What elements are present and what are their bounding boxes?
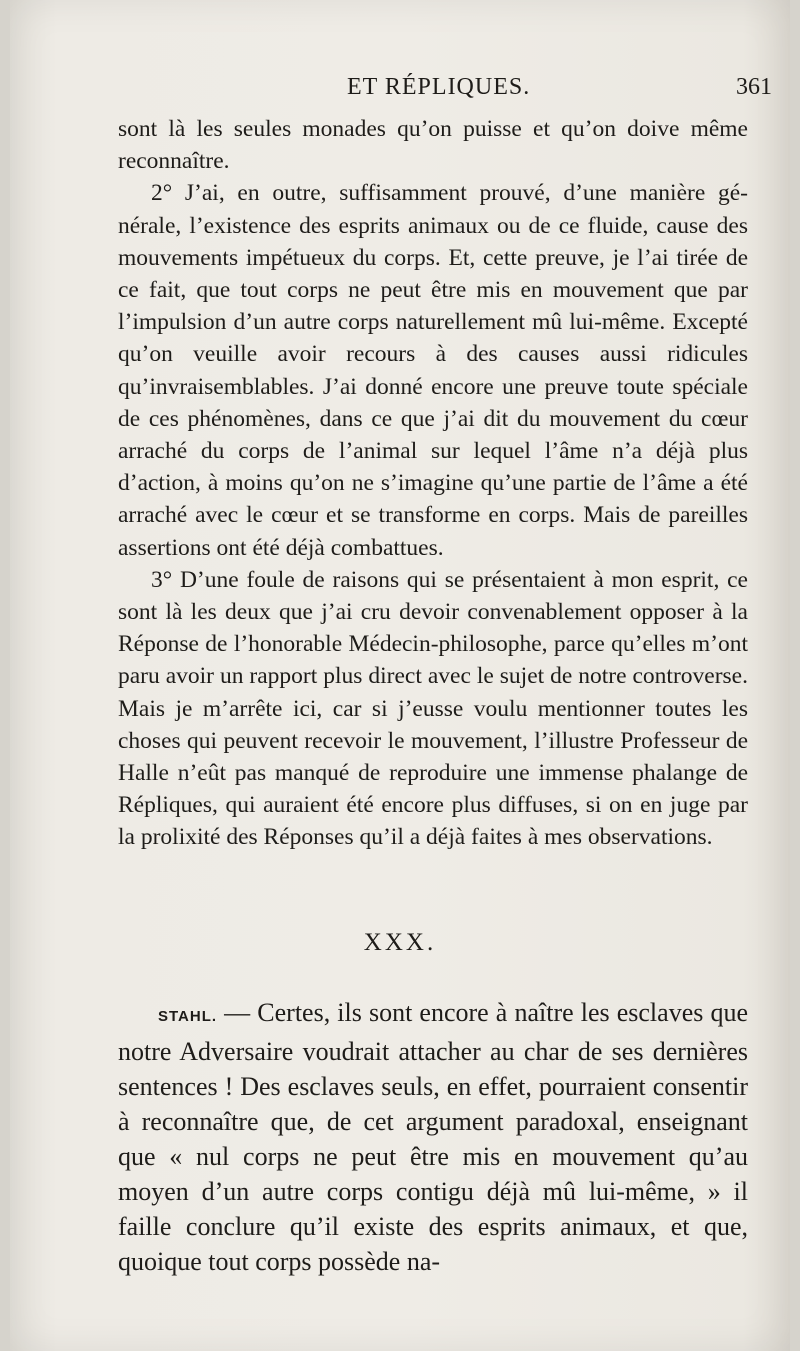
- page-number: 361: [736, 74, 772, 100]
- running-head: [10, 74, 790, 104]
- speaker-name: STAHL.: [158, 1008, 218, 1025]
- paragraph-point-2: 2° J’ai, en outre, suffisamment prouvé, d’une manière générale, l’existence des esprits animaux ou de ce fluide, cause des mouvements impétueux du corps. Et, cette preuve, je l’ai tirée de ce fait, que tout corps ne peut être mis en mouvement que par l’impulsion d’un autre corps naturellement mû lui-même. Excepté qu’on veuille avoir recours à des causes aussi ridicules qu’invraisemblables. J’ai donné encore une preuve toute spéciale de ces phénomènes, dans ce que j’ai dit du mouvement du cœur arraché du corps de l’animal sur lequel l’âme n’a déjà plus d’action, à moins qu’on ne s’imagine qu’une partie de l’âme a été arraché avec le cœur et se transforme en corps. Mais de pareilles assertions ont été déjà combattues.: [118, 180, 748, 561]
- running-title: ET RÉPLIQUES.: [347, 74, 531, 100]
- paragraph-continuation: sont là les seules monades qu’on puisse et qu’on doive même reconnaître.: [118, 116, 748, 175]
- body-text: [118, 113, 748, 854]
- section-heading: XXX.: [363, 929, 437, 956]
- section-text: [118, 995, 748, 1279]
- section-paragraph-text: — Certes, ils sont encore à naître les esclaves que notre Adversaire voudrait attacher au char de ses dernières sentences ! Des esclaves seuls, en effet, pourraient consentir à reconnaître que, de cet argument paradoxal, enseignant que « nul corps ne peut être mis en mouvement qu’au moyen d’un autre corps contigu déjà mû lui-même, » il faille conclure qu’il existe des esprits animaux, et que, quoique tout corps possède na-: [118, 998, 748, 1276]
- paragraph-point-3: 3° D’une foule de raisons qui se présentaient à mon esprit, ce sont là les deux que j’ai cru devoir convenablement opposer à la Réponse de l’honorable Médecin-philosophe, parce qu’elles m’ont paru avoir un rapport plus direct avec le sujet de notre controverse. Mais je m’arrête ici, car si j’eusse voulu mentionner toutes les choses qui peuvent recevoir le mouvement, l’illustre Professeur de Halle n’eût pas manqué de reproduire une immense phalange de Répliques, qui auraient été encore plus diffuses, si on en juge par la prolixité des Réponses qu’il a déjà faites à mes observations.: [118, 566, 748, 851]
- book-page: [10, 0, 790, 1351]
- section-paragraph: [118, 995, 748, 1279]
